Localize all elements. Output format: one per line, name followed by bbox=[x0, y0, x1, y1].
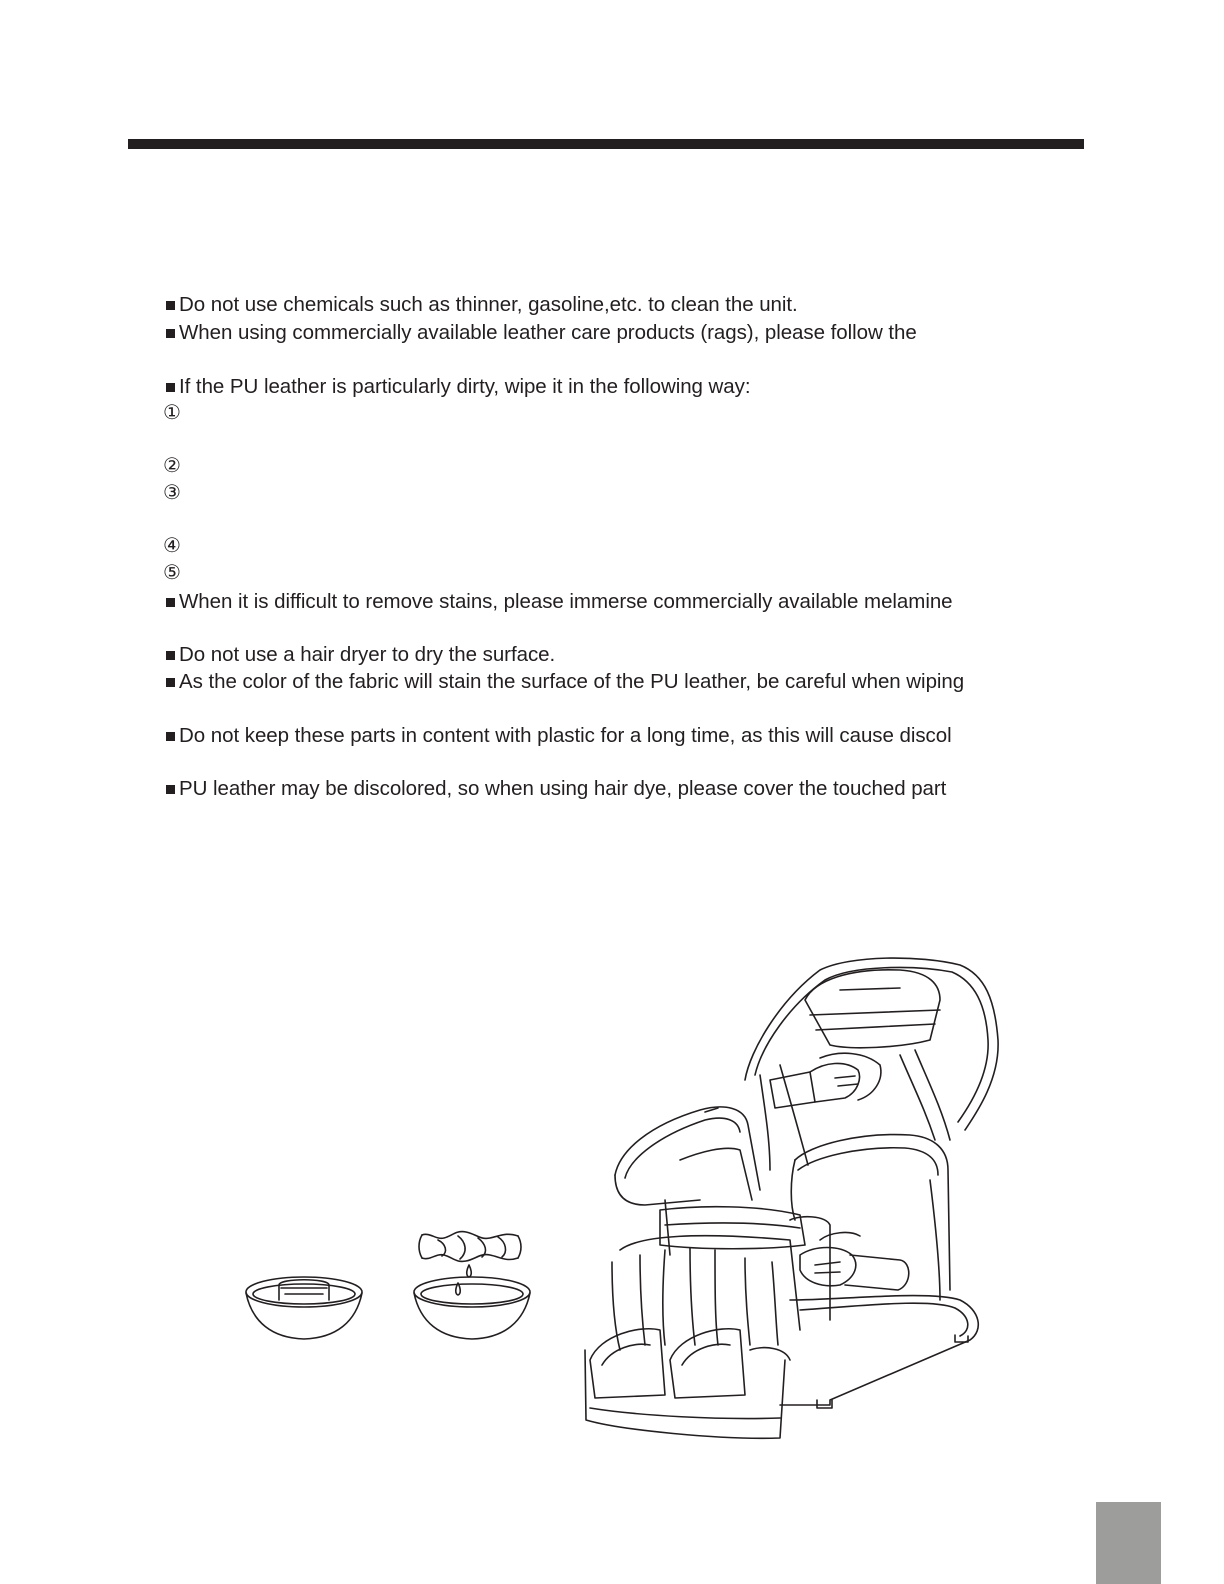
step-4-marker: ④ bbox=[163, 535, 181, 557]
bullet-item-fabric-color: As the color of the fabric will stain the surface of the PU leather, be careful when wiping bbox=[163, 669, 964, 695]
wrung-towel-icon bbox=[419, 1232, 521, 1262]
page-tab-marker bbox=[1096, 1502, 1161, 1584]
step-2-marker: ② bbox=[163, 455, 181, 477]
bullet-item-plastic-contact: Do not keep these parts in content with plastic for a long time, as this will cause discol bbox=[163, 723, 952, 749]
water-drop-icon bbox=[467, 1265, 472, 1277]
bullet-item-hair-dye: PU leather may be discolored, so when using hair dye, please cover the touched part bbox=[163, 776, 946, 802]
step-3-marker: ③ bbox=[163, 482, 181, 504]
bowl-with-water-icon bbox=[414, 1277, 530, 1339]
bowl-with-towel-icon bbox=[246, 1277, 362, 1339]
step-5-marker: ⑤ bbox=[163, 562, 181, 584]
step-1-marker: ① bbox=[163, 402, 181, 424]
bullet-item-no-chemicals: Do not use chemicals such as thinner, gasoline,etc. to clean the unit. bbox=[163, 292, 798, 318]
bullet-item-hair-dryer: Do not use a hair dryer to dry the surface. bbox=[163, 642, 555, 668]
bullet-item-melamine: When it is difficult to remove stains, please immerse commercially available melamine bbox=[163, 589, 953, 615]
massage-chair-illustration bbox=[585, 958, 998, 1438]
bullet-item-leather-care-products: When using commercially available leather care products (rags), please follow the bbox=[163, 320, 917, 346]
bullet-item-particularly-dirty: If the PU leather is particularly dirty, wipe it in the following way: bbox=[163, 374, 751, 400]
